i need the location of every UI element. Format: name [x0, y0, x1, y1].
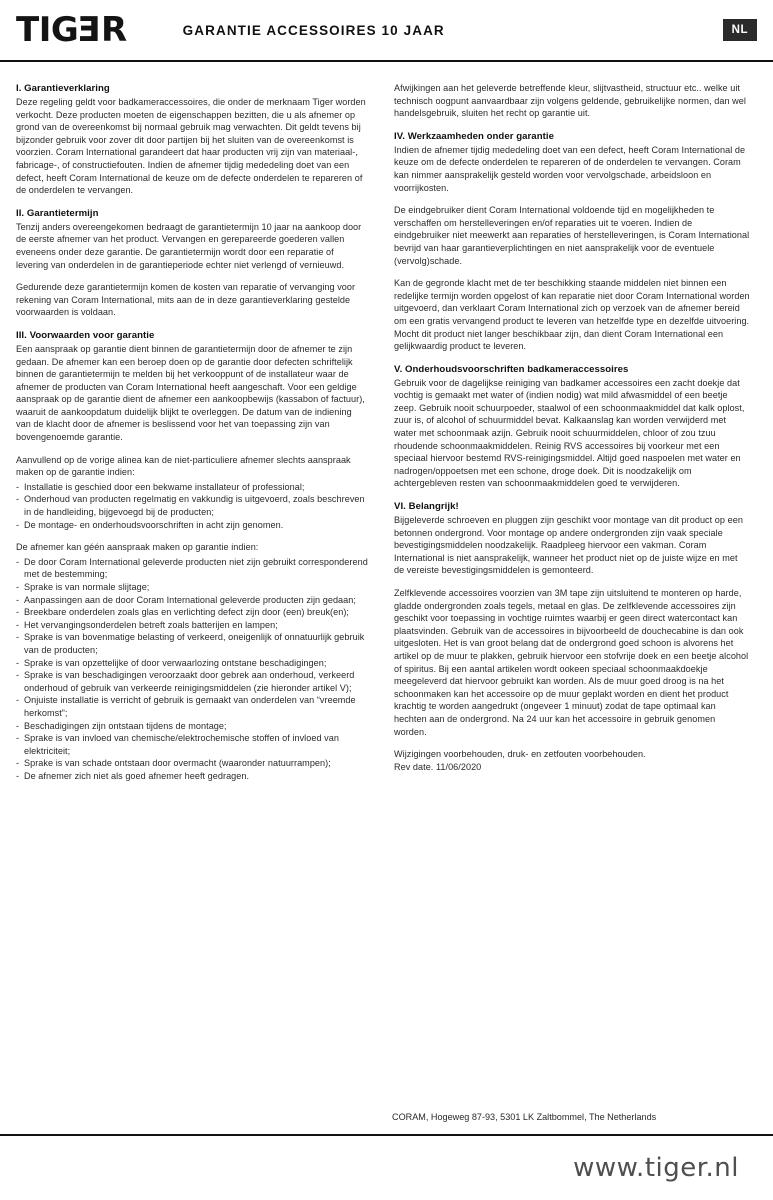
- brand-logo-text-part2: R: [100, 10, 127, 50]
- section-belangrijk: [394, 500, 750, 738]
- list-item: - Sprake is van normale slijtage;: [16, 581, 368, 594]
- section-4-paragraph-2: De eindgebruiker dient Coram International voldoende tijd en mogelijkheden te verschaffen om herstelleveringen en/of reparaties uit te voeren. Indien de eindgebruiker niet meewerkt aan reparaties of herstelleveringen, is Coram International bevrijd van haar garantieverplichtingen en niet aansprakelijk voor de eventuele (vervolg)schade.: [394, 205, 750, 266]
- left-column: [16, 82, 368, 1114]
- list-item: - Beschadigingen zijn ontstaan tijdens de montage;: [16, 720, 368, 733]
- section-4-paragraph-1: Indien de afnemer tijdig mededeling doet van een defect, heeft Coram International de keuze om de defecte onderdelen te repareren of de onderdelen te vervangen. Coram kan nimmer aansprakelijk gesteld worden voor vervolgschade, arbeidsloon en voorrijkosten.: [394, 144, 746, 193]
- list-item: - Aanpassingen aan de door Coram International geleverde producten zijn gedaan;: [16, 594, 368, 607]
- conditions-list-excluded: [16, 556, 368, 783]
- section-2-paragraph-2: Gedurende deze garantietermijn komen de kosten van reparatie of vervanging voor rekening van Coram International, mits aan de in deze garantieverklaring gestelde voorwaarden is voldaan.: [16, 282, 356, 318]
- section-heading-2: II. Garantietermijn: [16, 207, 99, 219]
- section-3-paragraph-1: Een aanspraak op garantie dient binnen de garantietermijn door de afnemer te zijn gedaan. De afnemer kan een beroep doen op de garantie door defecten schriftelijk binnen de garantietermijn te melden bij het verkooppunt of de installateur waar de afnemer de producten van Coram International heeft aangeschaft. Voor een geldige aanspraak op de garantie dient de afnemer een aankoopbewijs (kassabon of factuur), waaruit de aankoopdatum duidelijk blijkt te overleggen. De datum van de indiening van de klacht door de afnemer is beslissend voor het van toepassing zijn van bovengenoemde garantie.: [16, 343, 365, 443]
- list-item: - Sprake is van beschadigingen veroorzaakt door gebrek aan onderhoud, verkeerd onderhoud of gebruik van verkeerde reinigingsmiddelen (zie hieronder artikel V);: [16, 669, 368, 694]
- section-3-paragraph-2: Aanvullend op de vorige alinea kan de niet-particuliere afnemer slechts aanspraak maken op de garantie indien:: [16, 454, 351, 478]
- section-5-paragraph-1: Gebruik voor de dagelijkse reiniging van badkamer accessoires een zacht doekje dat vochtig is gemaakt met water of (indien nodig) wat mild afwasmiddel of een beetje zeep. Gebruik nooit schuurpoeder, staalwol of een schoonmaakmiddel dat kalk oplost, zuur is, of alcohol of schuurmiddel bevat. Kalkaanslag kan worden verwijderd met water met schoonmaak azijn. Gebruik nooit schuurmiddelen, chloor of zou tzuu rhoudende schoonmaakmiddelen. Reinig RVS accessoires bij voorkeur met een speciaal hiervoor bestemd RVS-reinigingsmiddel. Altijd goed naspoelen met water en nadrogen/oppoetsen met een schone, droge doek. Dit is noodzakelijk om achtergebleven resten van schoonmaakmiddelen goed te verwijderen.: [394, 377, 745, 489]
- section-6-paragraph-2: Zelfklevende accessoires voorzien van 3M tape zijn uitsluitend te monteren op harde, gladde ondergronden zoals tegels, metaal en glas. De zelfklevende accessoires zijn geschikt voor toepassing in vochtige ruimtes waarbij er geen direct watercontact kan plaatsvinden. Gebruik van de accessoires in bijvoorbeeld de douchecabine is dan ook uitgesloten. Het is van groot belang dat de ondergrond goed schoon is alvorens het artikel op de muur te plakken, gebruik hiervoor een stofvrije doek en een beetje alcohol of spiritus. Bij een aantal artikelen wordt ookeen speciaal schoonmaakdoekje meegeleverd dat hiervoor gebruikt kan worden. Als de muur goed droog is na het schoonmaken kan het accessoire op de muur geplakt worden en dient het product krachtig te worden aangedrukt (ongeveer 1 minuut) zodat de tape optimaal kan hechten aan de ondergrond. Na 24 uur kan het accessoire in gebruik genomen worden.: [394, 588, 749, 737]
- section-garantietermijn: [16, 207, 368, 319]
- section-4-paragraph-3: Kan de gegronde klacht met de ter beschikking staande middelen niet binnen een redelijke termijn worden opgelost of kan reparatie niet door Coram International worden uitgevoerd, dan verklaart Coram International zich op verzoek van de afnemer bereid om een gratis vervangend product te leveren van hetzelfde type en dezelfde uitvoering. Mocht dit product niet langer beschikbaar zijn, dan dient Coram International een gelijkwaardig product te leveren.: [394, 278, 750, 352]
- section-heading-5: V. Onderhoudsvoorschriften badkameraccessoires: [394, 363, 629, 375]
- section-garantieverklaring: [16, 82, 368, 197]
- revision-date: Rev date. 11/06/2020: [394, 761, 482, 772]
- section-1-paragraph-1: Deze regeling geldt voor badkameraccessoires, die onder de merknaam Tiger worden verkocht. Deze producten moeten de eigenschappen bezitten, die u als afnemer op grond van de overeenkomst bij normaal gebruik mag verwachten. Dit geldt tevens bij bijzonder gebruik voor zover dit door partijen bij het sluiten van de overeenkomst is voorzien. Coram International garandeert dat haar producten vrij zijn van materiaal-, fabricage-, of constructiefouten. Indien de afnemer tijdig mededeling doet van een defect, heeft Coram International de keuze om de defecte onderdelen te repareren of de onderdelen te vervangen.: [16, 97, 366, 196]
- document-body: [0, 62, 773, 1114]
- list-item: - De montage- en onderhoudsvoorschriften in acht zijn genomen.: [16, 519, 368, 532]
- list-item: - De door Coram International geleverde producten niet zijn gebruikt corresponderend met de bestemming;: [16, 556, 368, 581]
- list-item: - Onderhoud van producten regelmatig en vakkundig is uitgevoerd, zoals beschreven in de handleiding, bijgevoegd bij de producten;: [16, 493, 368, 518]
- right-column: [394, 82, 750, 1114]
- section-2-paragraph-1: Tenzij anders overeengekomen bedraagt de garantietermijn 10 jaar na aankoop door de eerste afnemer van het product. Vervangen en gerepareerde goederen vallen eveneens onder deze garantie. De garantietermijn wordt door een reparatie of levering van onderdelen in de garantieperiode echter niet verlengd of vernieuwd.: [16, 221, 362, 270]
- conditions-list-eligible: [16, 481, 368, 531]
- section-werkzaamheden: [394, 130, 750, 353]
- section-onderhoudsvoorschriften: [394, 363, 750, 490]
- section-heading-4: IV. Werkzaamheden onder garantie: [394, 130, 554, 142]
- list-item: - Sprake is van bovenmatige belasting of verkeerd, oneigenlijk of onnatuurlijk gebruik van de producten;: [16, 631, 368, 656]
- company-address: CORAM, Hogeweg 87-93, 5301 LK Zaltbommel, The Netherlands: [392, 1112, 657, 1122]
- list-item: - Installatie is geschied door een bekwame installateur of professional;: [16, 481, 368, 494]
- list-item: - De afnemer zich niet als goed afnemer heeft gedragen.: [16, 770, 368, 783]
- section-heading-3: III. Voorwaarden voor garantie: [16, 329, 155, 341]
- document-footer: [0, 1134, 773, 1200]
- list-item: - Sprake is van opzettelijke of door verwaarlozing ontstane beschadigingen;: [16, 657, 368, 670]
- section-heading-6: VI. Belangrijk!: [394, 501, 459, 513]
- list-item: - Sprake is van invloed van chemische/elektrochemische stoffen of invloed van elektriciteit;: [16, 732, 368, 757]
- list-item: - Het vervangingsonderdelen betreft zoals batterijen en lampen;: [16, 619, 368, 632]
- list-item: - Sprake is van schade ontstaan door overmacht (waaronder natuurrampen);: [16, 757, 368, 770]
- list-item: - Onjuiste installatie is verricht of gebruik is gemaakt van onderdelen van “vreemde herkomst”;: [16, 694, 368, 719]
- right-intro-paragraph: Afwijkingen aan het geleverde betreffende kleur, slijtvastheid, structuur etc.. welke uit technisch oogpunt aanvaardbaar zijn volgens geldende, gebruikelijke normen, dan wel handelsgebruik, sluiten het recht op garantie uit.: [394, 83, 746, 119]
- language-badge: NL: [723, 19, 757, 42]
- brand-logo-mirrored-e: E: [78, 10, 101, 50]
- closing-note: Wijzigingen voorbehouden, druk- en zetfouten voorbehouden.: [394, 749, 646, 760]
- brand-logo-text-part1: TIG: [16, 10, 79, 50]
- page-title: GARANTIE ACCESSOIRES 10 JAAR: [182, 22, 445, 38]
- document-header: [0, 0, 773, 62]
- website-url[interactable]: www.tiger.nl: [573, 1153, 739, 1183]
- brand-logo: [16, 10, 127, 50]
- section-3-paragraph-3: De afnemer kan géén aanspraak maken op garantie indien:: [16, 542, 259, 553]
- section-voorwaarden: [16, 329, 368, 783]
- list-item: - Breekbare onderdelen zoals glas en verlichting defect zijn door (een) breuk(en);: [16, 606, 368, 619]
- section-6-paragraph-1: Bijgeleverde schroeven en pluggen zijn geschikt voor montage van dit product op een betonnen ondergrond. Voor montage op andere ondergronden zijn vaak speciale bevestigingsmiddelen noodzakelijk. Raadpleeg hiervoor een vakman. Coram International is niet aansprakelijk, wanneer het product niet op de juiste wijze en met de vereiste bevestigingsmiddelen is gemonteerd.: [394, 515, 743, 576]
- section-heading-1: I. Garantieverklaring: [16, 83, 110, 94]
